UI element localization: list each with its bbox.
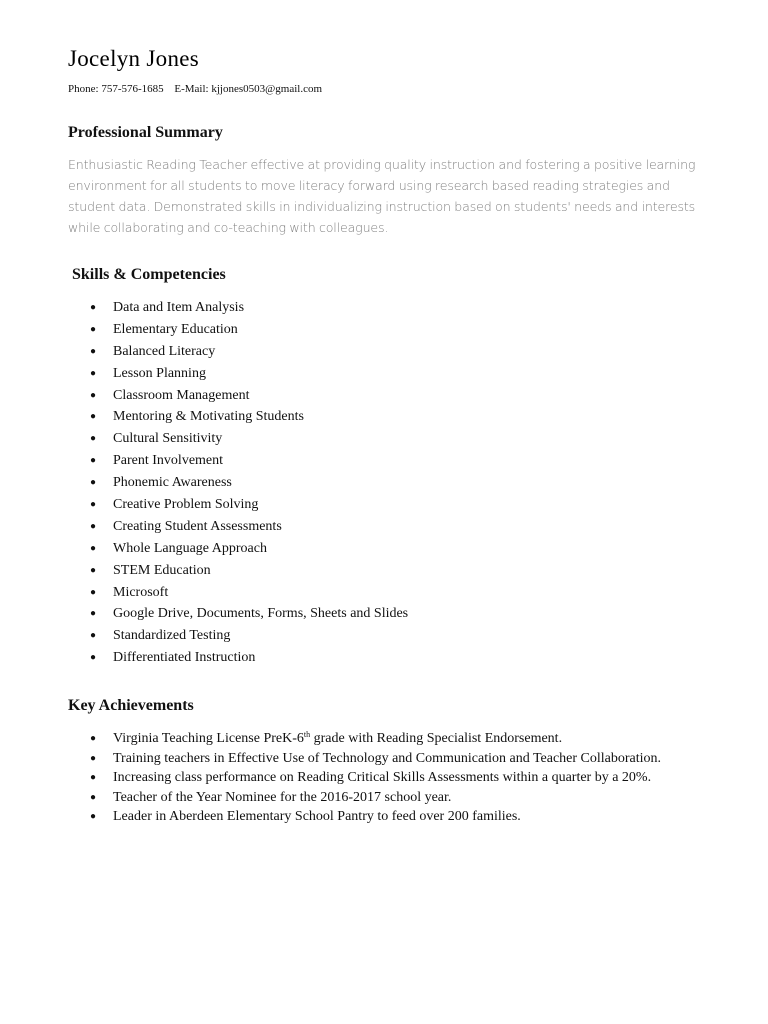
bullet-icon: ●: [90, 323, 97, 335]
skill-item: [90, 406, 408, 428]
ordinal-suffix: th: [303, 730, 311, 739]
bullet-icon: ●: [90, 345, 97, 357]
skill-item: [90, 560, 408, 582]
skill-item: [90, 341, 408, 363]
bullet-icon: ●: [90, 411, 97, 423]
bullet-icon: ●: [90, 520, 97, 532]
bullet-icon: ●: [90, 367, 97, 379]
achievement-license-text: Virginia Teaching License PreK-6: [113, 731, 304, 746]
candidate-name: Jocelyn Jones: [68, 46, 200, 71]
skill-label: Google Drive, Documents, Forms, Sheets and Slides: [113, 606, 409, 622]
skill-item: [90, 582, 408, 604]
skills-heading: Skills & Competencies: [72, 266, 226, 283]
bullet-icon: ●: [90, 302, 97, 313]
skill-item: [90, 428, 408, 450]
bullet-icon: ●: [90, 433, 97, 445]
bullet-icon: ●: [90, 542, 97, 554]
bullet-icon: ●: [90, 608, 97, 620]
achievement-item: [90, 729, 710, 749]
professional-summary-heading: Professional Summary: [68, 124, 223, 141]
skill-item: [90, 472, 408, 494]
bullet-icon: ●: [90, 564, 97, 576]
skill-label: Elementary Education: [113, 321, 238, 337]
achievement-text: Teacher of the Year Nominee for the 2016-2017 school year.: [113, 789, 452, 805]
skill-label: Data and Item Analysis: [113, 300, 245, 315]
bullet-icon: ●: [90, 630, 97, 642]
skill-item: [90, 647, 408, 669]
email-label: E-Mail:: [174, 83, 209, 95]
bullet-icon: ●: [90, 772, 97, 783]
achievement-item: [90, 807, 710, 827]
bullet-icon: ●: [90, 652, 97, 664]
phone-label: Phone:: [68, 83, 99, 95]
skill-label: Differentiated Instruction: [113, 650, 256, 666]
skill-label: STEM Education: [113, 562, 211, 578]
skill-label: Lesson Planning: [113, 365, 206, 381]
skill-item: [90, 538, 408, 560]
bullet-icon: ●: [90, 477, 97, 489]
skill-label: Parent Involvement: [113, 453, 224, 469]
skill-label: Creative Problem Solving: [113, 497, 259, 513]
email-address: kjjones0503@gmail.com: [211, 83, 323, 95]
key-achievements-heading: Key Achievements: [68, 697, 194, 714]
professional-summary-text: Enthusiastic Reading Teacher effective at providing quality instruction and fostering a positive learning environment for all students to move literacy forward using research based reading strategies and student data. Demonstrated skills in individualizing instruction based on students' needs and interests while collaborating and co-teaching with colleagues.: [68, 157, 696, 235]
bullet-icon: ●: [90, 586, 97, 598]
skill-label: Creating Student Assessments: [113, 518, 282, 534]
achievement-license-rest: grade with Reading Specialist Endorsement.: [310, 731, 563, 746]
achievement-text: Training teachers in Effective Use of Technology and Communication and Teacher Collaboration.: [113, 750, 662, 766]
skill-item: [90, 363, 408, 385]
skill-label: Standardized Testing: [113, 628, 231, 644]
skill-label: Phonemic Awareness: [113, 475, 232, 491]
bullet-icon: ●: [90, 455, 97, 467]
skill-label: Balanced Literacy: [113, 343, 216, 359]
bullet-icon: ●: [90, 733, 97, 744]
skill-item: [90, 450, 408, 472]
bullet-icon: ●: [90, 752, 97, 764]
achievement-item: [90, 749, 710, 769]
skill-item: [90, 319, 408, 341]
achievement-text: Increasing class performance on Reading Critical Skills Assessments within a quarter by a 20%.: [113, 770, 652, 785]
skill-label: Cultural Sensitivity: [113, 431, 223, 447]
bullet-icon: ●: [90, 811, 97, 822]
skill-item: [90, 494, 408, 516]
achievement-item: [90, 768, 710, 788]
achievement-item: [90, 788, 710, 808]
phone-number: 757-576-1685: [101, 83, 164, 95]
skill-label: Mentoring & Motivating Students: [113, 409, 304, 425]
skill-label: Classroom Management: [113, 387, 250, 403]
contact-line: [68, 82, 322, 96]
achievements-list: [90, 729, 710, 827]
skill-item: [90, 385, 408, 407]
achievement-text: Leader in Aberdeen Elementary School Pantry to feed over 200 families.: [113, 809, 521, 824]
skill-item: [90, 297, 408, 319]
bullet-icon: ●: [90, 499, 97, 511]
skill-item: [90, 603, 408, 625]
skill-item: [90, 516, 408, 538]
bullet-icon: ●: [90, 389, 97, 401]
skill-label: Whole Language Approach: [113, 540, 267, 556]
bullet-icon: ●: [90, 791, 97, 803]
skills-list: [90, 297, 408, 669]
skill-label: Microsoft: [113, 584, 169, 600]
skill-item: [90, 625, 408, 647]
